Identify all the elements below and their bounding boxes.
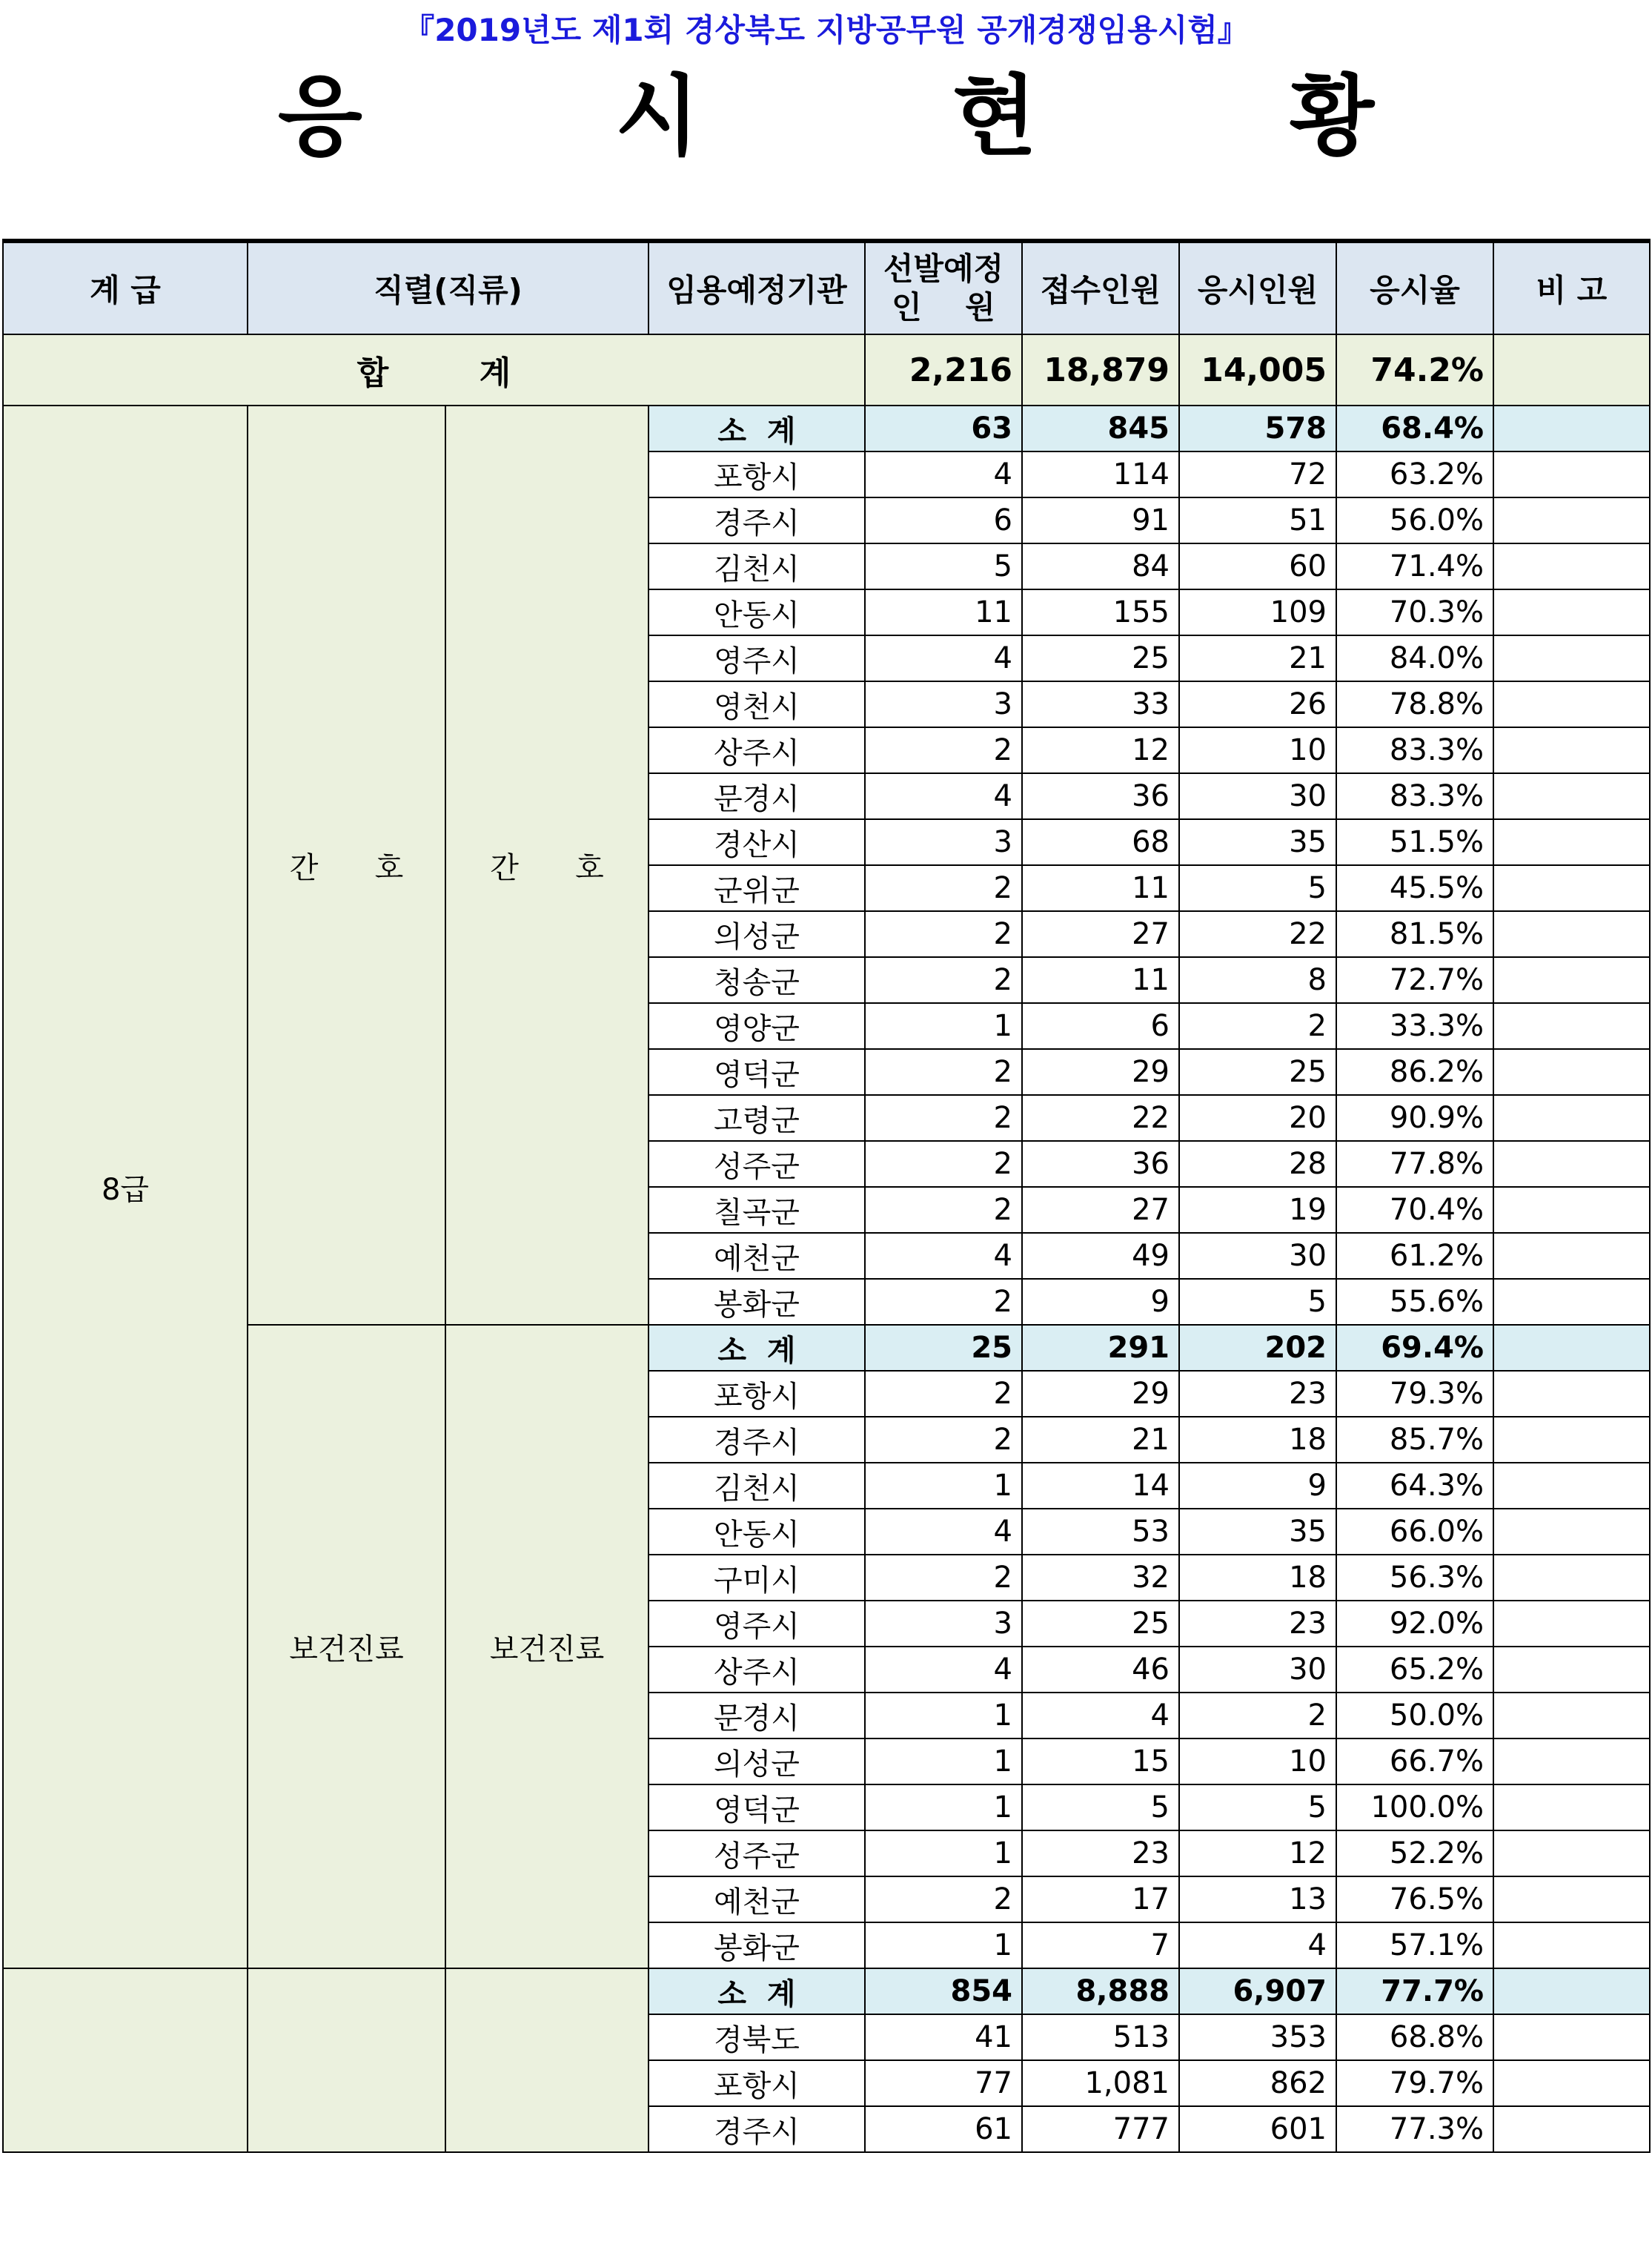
planned-cell: 1: [865, 1922, 1022, 1968]
attended-cell: 21: [1179, 635, 1336, 681]
note-cell: [1493, 1003, 1650, 1049]
note-cell: [1493, 1279, 1650, 1325]
note-cell: [1493, 1555, 1650, 1601]
attended-cell: 23: [1179, 1371, 1336, 1417]
applied-cell: 29: [1022, 1049, 1179, 1095]
rate-cell: 86.2%: [1336, 1049, 1493, 1095]
applied-cell: 46: [1022, 1647, 1179, 1693]
applied-cell: 513: [1022, 2014, 1179, 2060]
planned-cell: 2: [865, 865, 1022, 911]
planned-cell: 1: [865, 1784, 1022, 1830]
rate-cell: 83.3%: [1336, 727, 1493, 773]
attended-cell: 862: [1179, 2060, 1336, 2106]
planned-cell: 2: [865, 1555, 1022, 1601]
agency-cell: 청송군: [648, 957, 865, 1003]
agency-cell: 의성군: [648, 1738, 865, 1784]
note-cell: [1493, 1509, 1650, 1555]
col-header-agency: 임용예정기관: [648, 241, 865, 334]
applied-cell: 6: [1022, 1003, 1179, 1049]
planned-cell: 2: [865, 911, 1022, 957]
planned-cell: 2: [865, 957, 1022, 1003]
note-cell: [1493, 1693, 1650, 1738]
table-header-row: [3, 241, 1650, 334]
col-header-planned: [865, 241, 1022, 334]
applied-cell: 21: [1022, 1417, 1179, 1463]
series-cell: 간 호: [248, 406, 445, 1325]
planned-cell: 4: [865, 1233, 1022, 1279]
agency-cell: 포항시: [648, 1371, 865, 1417]
agency-cell: 김천시: [648, 543, 865, 589]
attended-cell: 5: [1179, 1279, 1336, 1325]
series-cell: [248, 1968, 445, 2152]
rate-cell: 71.4%: [1336, 543, 1493, 589]
subtotal-row: [3, 406, 1650, 451]
attended-cell: 4: [1179, 1922, 1336, 1968]
attended-cell: 19: [1179, 1187, 1336, 1233]
subtotal-attended: 578: [1179, 406, 1336, 451]
note-cell: [1493, 2014, 1650, 2060]
subtotal-attended: 202: [1179, 1325, 1336, 1371]
planned-cell: 3: [865, 819, 1022, 865]
planned-cell: 2: [865, 1049, 1022, 1095]
col-header-attended: 응시인원: [1179, 241, 1336, 334]
subtotal-rate: 69.4%: [1336, 1325, 1493, 1371]
note-cell: [1493, 727, 1650, 773]
planned-cell: 1: [865, 1693, 1022, 1738]
planned-cell: 2: [865, 1876, 1022, 1922]
rate-cell: 33.3%: [1336, 1003, 1493, 1049]
rate-cell: 85.7%: [1336, 1417, 1493, 1463]
planned-cell: 2: [865, 1417, 1022, 1463]
agency-cell: 예천군: [648, 1233, 865, 1279]
rate-cell: 56.0%: [1336, 497, 1493, 543]
exam-subtitle: 『2019년도 제1회 경상북도 지방공무원 공개경쟁임용시험』: [403, 12, 1249, 48]
applied-cell: 11: [1022, 957, 1179, 1003]
rate-cell: 50.0%: [1336, 1693, 1493, 1738]
attended-cell: 30: [1179, 1647, 1336, 1693]
agency-cell: 포항시: [648, 451, 865, 497]
applied-cell: 23: [1022, 1830, 1179, 1876]
applied-cell: 14: [1022, 1463, 1179, 1509]
note-cell: [1493, 1830, 1650, 1876]
attended-cell: 35: [1179, 819, 1336, 865]
rate-cell: 77.3%: [1336, 2106, 1493, 2152]
attended-cell: 353: [1179, 2014, 1336, 2060]
applied-cell: 53: [1022, 1509, 1179, 1555]
subtotal-applied: 845: [1022, 406, 1179, 451]
agency-cell: 영덕군: [648, 1784, 865, 1830]
col-header-applied: 접수인원: [1022, 241, 1179, 334]
planned-cell: 3: [865, 681, 1022, 727]
attended-cell: 2: [1179, 1693, 1336, 1738]
applied-cell: 777: [1022, 2106, 1179, 2152]
planned-cell: 1: [865, 1463, 1022, 1509]
subtotal-applied: 291: [1022, 1325, 1179, 1371]
note-cell: [1493, 865, 1650, 911]
rate-cell: 56.3%: [1336, 1555, 1493, 1601]
rate-cell: 61.2%: [1336, 1233, 1493, 1279]
note-cell: [1493, 681, 1650, 727]
planned-cell: 2: [865, 727, 1022, 773]
rate-cell: 52.2%: [1336, 1830, 1493, 1876]
total-note: [1493, 334, 1650, 406]
total-applied: 18,879: [1022, 334, 1179, 406]
grade-cell: 8급: [3, 406, 248, 1968]
attended-cell: 18: [1179, 1417, 1336, 1463]
note-cell: [1493, 451, 1650, 497]
attended-cell: 35: [1179, 1509, 1336, 1555]
agency-cell: 봉화군: [648, 1279, 865, 1325]
total-attended: 14,005: [1179, 334, 1336, 406]
attended-cell: 25: [1179, 1049, 1336, 1095]
agency-cell: 경북도: [648, 2014, 865, 2060]
rate-cell: 78.8%: [1336, 681, 1493, 727]
rate-cell: 72.7%: [1336, 957, 1493, 1003]
rate-cell: 51.5%: [1336, 819, 1493, 865]
applied-cell: 27: [1022, 911, 1179, 957]
applied-cell: 15: [1022, 1738, 1179, 1784]
note-cell: [1493, 1784, 1650, 1830]
applied-cell: 114: [1022, 451, 1179, 497]
rate-cell: 100.0%: [1336, 1784, 1493, 1830]
planned-cell: 2: [865, 1279, 1022, 1325]
rate-cell: 66.0%: [1336, 1509, 1493, 1555]
applied-cell: 12: [1022, 727, 1179, 773]
rate-cell: 66.7%: [1336, 1738, 1493, 1784]
agency-cell: 고령군: [648, 1095, 865, 1141]
planned-cell: 41: [865, 2014, 1022, 2060]
agency-cell: 상주시: [648, 1647, 865, 1693]
agency-cell: 의성군: [648, 911, 865, 957]
col-header-rate: 응시율: [1336, 241, 1493, 334]
col-header-grade: 계 급: [3, 241, 248, 334]
subtotal-rate: 77.7%: [1336, 1968, 1493, 2014]
planned-cell: 1: [865, 1003, 1022, 1049]
agency-cell: 구미시: [648, 1555, 865, 1601]
subtotal-rate: 68.4%: [1336, 406, 1493, 451]
planned-cell: 2: [865, 1141, 1022, 1187]
rate-cell: 83.3%: [1336, 773, 1493, 819]
attended-cell: 23: [1179, 1601, 1336, 1647]
note-cell: [1493, 1601, 1650, 1647]
applied-cell: 29: [1022, 1371, 1179, 1417]
applied-cell: 22: [1022, 1095, 1179, 1141]
note-cell: [1493, 1738, 1650, 1784]
agency-cell: 성주군: [648, 1830, 865, 1876]
planned-cell: 2: [865, 1371, 1022, 1417]
attended-cell: 109: [1179, 589, 1336, 635]
subtotal-planned: 63: [865, 406, 1022, 451]
agency-cell: 봉화군: [648, 1922, 865, 1968]
grade-cell-continued: [3, 1968, 248, 2152]
subseries-cell: 보건진료: [445, 1325, 648, 1968]
agency-cell: 안동시: [648, 1509, 865, 1555]
applied-cell: 1,081: [1022, 2060, 1179, 2106]
planned-cell: 4: [865, 1509, 1022, 1555]
note-cell: [1493, 1141, 1650, 1187]
attended-cell: 5: [1179, 1784, 1336, 1830]
subtotal-row: [3, 1325, 1650, 1371]
rate-cell: 90.9%: [1336, 1095, 1493, 1141]
applied-cell: 9: [1022, 1279, 1179, 1325]
total-rate: 74.2%: [1336, 334, 1493, 406]
subtotal-label: 소 계: [648, 406, 865, 451]
subtotal-row: [3, 1968, 1650, 2014]
attended-cell: 2: [1179, 1003, 1336, 1049]
col-header-series: 직렬(직류): [248, 241, 648, 334]
applied-cell: 7: [1022, 1922, 1179, 1968]
applied-cell: 36: [1022, 1141, 1179, 1187]
note-cell: [1493, 957, 1650, 1003]
agency-cell: 영주시: [648, 635, 865, 681]
note-cell: [1493, 1233, 1650, 1279]
col-header-planned-line1: 선발예정: [883, 251, 1004, 287]
agency-cell: 경주시: [648, 1417, 865, 1463]
planned-cell: 6: [865, 497, 1022, 543]
note-cell: [1493, 773, 1650, 819]
agency-cell: 경주시: [648, 497, 865, 543]
attended-cell: 26: [1179, 681, 1336, 727]
col-header-planned-line2: 인 원: [892, 289, 995, 325]
note-cell: [1493, 911, 1650, 957]
subtotal-applied: 8,888: [1022, 1968, 1179, 2014]
attended-cell: 20: [1179, 1095, 1336, 1141]
note-cell: [1493, 1187, 1650, 1233]
note-cell: [1493, 1049, 1650, 1095]
subseries-cell: 간 호: [445, 406, 648, 1325]
agency-cell: 영천시: [648, 681, 865, 727]
attended-cell: 51: [1179, 497, 1336, 543]
applied-cell: 25: [1022, 1601, 1179, 1647]
rate-cell: 70.3%: [1336, 589, 1493, 635]
subtotal-planned: 854: [865, 1968, 1022, 2014]
agency-cell: 칠곡군: [648, 1187, 865, 1233]
agency-cell: 예천군: [648, 1876, 865, 1922]
planned-cell: 3: [865, 1601, 1022, 1647]
applied-cell: 36: [1022, 773, 1179, 819]
note-cell: [1493, 819, 1650, 865]
note-cell: [1493, 1647, 1650, 1693]
note-cell: [1493, 2106, 1650, 2152]
attended-cell: 12: [1179, 1830, 1336, 1876]
attended-cell: 9: [1179, 1463, 1336, 1509]
agency-cell: 영양군: [648, 1003, 865, 1049]
rate-cell: 84.0%: [1336, 635, 1493, 681]
agency-cell: 영덕군: [648, 1049, 865, 1095]
rate-cell: 45.5%: [1336, 865, 1493, 911]
note-cell: [1493, 635, 1650, 681]
agency-cell: 안동시: [648, 589, 865, 635]
subtotal-attended: 6,907: [1179, 1968, 1336, 2014]
applied-cell: 11: [1022, 865, 1179, 911]
subtotal-note: [1493, 406, 1650, 451]
rate-cell: 92.0%: [1336, 1601, 1493, 1647]
page-title: 응 시 현 황: [277, 65, 1486, 168]
exam-status-table: [2, 239, 1651, 2153]
attended-cell: 5: [1179, 865, 1336, 911]
applied-cell: 68: [1022, 819, 1179, 865]
attended-cell: 30: [1179, 1233, 1336, 1279]
note-cell: [1493, 1371, 1650, 1417]
planned-cell: 4: [865, 451, 1022, 497]
planned-cell: 1: [865, 1738, 1022, 1784]
planned-cell: 11: [865, 589, 1022, 635]
agency-cell: 영주시: [648, 1601, 865, 1647]
applied-cell: 27: [1022, 1187, 1179, 1233]
agency-cell: 군위군: [648, 865, 865, 911]
attended-cell: 13: [1179, 1876, 1336, 1922]
attended-cell: 10: [1179, 727, 1336, 773]
note-cell: [1493, 497, 1650, 543]
rate-cell: 81.5%: [1336, 911, 1493, 957]
applied-cell: 25: [1022, 635, 1179, 681]
applied-cell: 91: [1022, 497, 1179, 543]
subtotal-label: 소 계: [648, 1968, 865, 2014]
rate-cell: 65.2%: [1336, 1647, 1493, 1693]
applied-cell: 33: [1022, 681, 1179, 727]
subtotal-note: [1493, 1325, 1650, 1371]
rate-cell: 55.6%: [1336, 1279, 1493, 1325]
planned-cell: 4: [865, 773, 1022, 819]
applied-cell: 84: [1022, 543, 1179, 589]
rate-cell: 77.8%: [1336, 1141, 1493, 1187]
note-cell: [1493, 1876, 1650, 1922]
agency-cell: 성주군: [648, 1141, 865, 1187]
planned-cell: 61: [865, 2106, 1022, 2152]
rate-cell: 76.5%: [1336, 1876, 1493, 1922]
planned-cell: 5: [865, 543, 1022, 589]
planned-cell: 2: [865, 1187, 1022, 1233]
attended-cell: 601: [1179, 2106, 1336, 2152]
note-cell: [1493, 1922, 1650, 1968]
agency-cell: 경주시: [648, 2106, 865, 2152]
planned-cell: 4: [865, 1647, 1022, 1693]
attended-cell: 72: [1179, 451, 1336, 497]
applied-cell: 4: [1022, 1693, 1179, 1738]
attended-cell: 28: [1179, 1141, 1336, 1187]
subtotal-note: [1493, 1968, 1650, 2014]
total-label: 합 계: [3, 334, 865, 406]
note-cell: [1493, 1463, 1650, 1509]
planned-cell: 2: [865, 1095, 1022, 1141]
col-header-note: 비 고: [1493, 241, 1650, 334]
attended-cell: 10: [1179, 1738, 1336, 1784]
subseries-cell: [445, 1968, 648, 2152]
applied-cell: 5: [1022, 1784, 1179, 1830]
agency-cell: 포항시: [648, 2060, 865, 2106]
rate-cell: 70.4%: [1336, 1187, 1493, 1233]
agency-cell: 문경시: [648, 1693, 865, 1738]
planned-cell: 4: [865, 635, 1022, 681]
total-planned: 2,216: [865, 334, 1022, 406]
planned-cell: 77: [865, 2060, 1022, 2106]
applied-cell: 17: [1022, 1876, 1179, 1922]
note-cell: [1493, 2060, 1650, 2106]
rate-cell: 64.3%: [1336, 1463, 1493, 1509]
note-cell: [1493, 543, 1650, 589]
note-cell: [1493, 1095, 1650, 1141]
attended-cell: 30: [1179, 773, 1336, 819]
series-cell: 보건진료: [248, 1325, 445, 1968]
note-cell: [1493, 589, 1650, 635]
agency-cell: 경산시: [648, 819, 865, 865]
rate-cell: 79.7%: [1336, 2060, 1493, 2106]
attended-cell: 22: [1179, 911, 1336, 957]
rate-cell: 57.1%: [1336, 1922, 1493, 1968]
rate-cell: 68.8%: [1336, 2014, 1493, 2060]
note-cell: [1493, 1417, 1650, 1463]
agency-cell: 김천시: [648, 1463, 865, 1509]
attended-cell: 18: [1179, 1555, 1336, 1601]
applied-cell: 32: [1022, 1555, 1179, 1601]
applied-cell: 155: [1022, 589, 1179, 635]
rate-cell: 79.3%: [1336, 1371, 1493, 1417]
agency-cell: 문경시: [648, 773, 865, 819]
attended-cell: 60: [1179, 543, 1336, 589]
subtotal-planned: 25: [865, 1325, 1022, 1371]
subtotal-label: 소 계: [648, 1325, 865, 1371]
applied-cell: 49: [1022, 1233, 1179, 1279]
rate-cell: 63.2%: [1336, 451, 1493, 497]
total-row: [3, 334, 1650, 406]
attended-cell: 8: [1179, 957, 1336, 1003]
planned-cell: 1: [865, 1830, 1022, 1876]
agency-cell: 상주시: [648, 727, 865, 773]
